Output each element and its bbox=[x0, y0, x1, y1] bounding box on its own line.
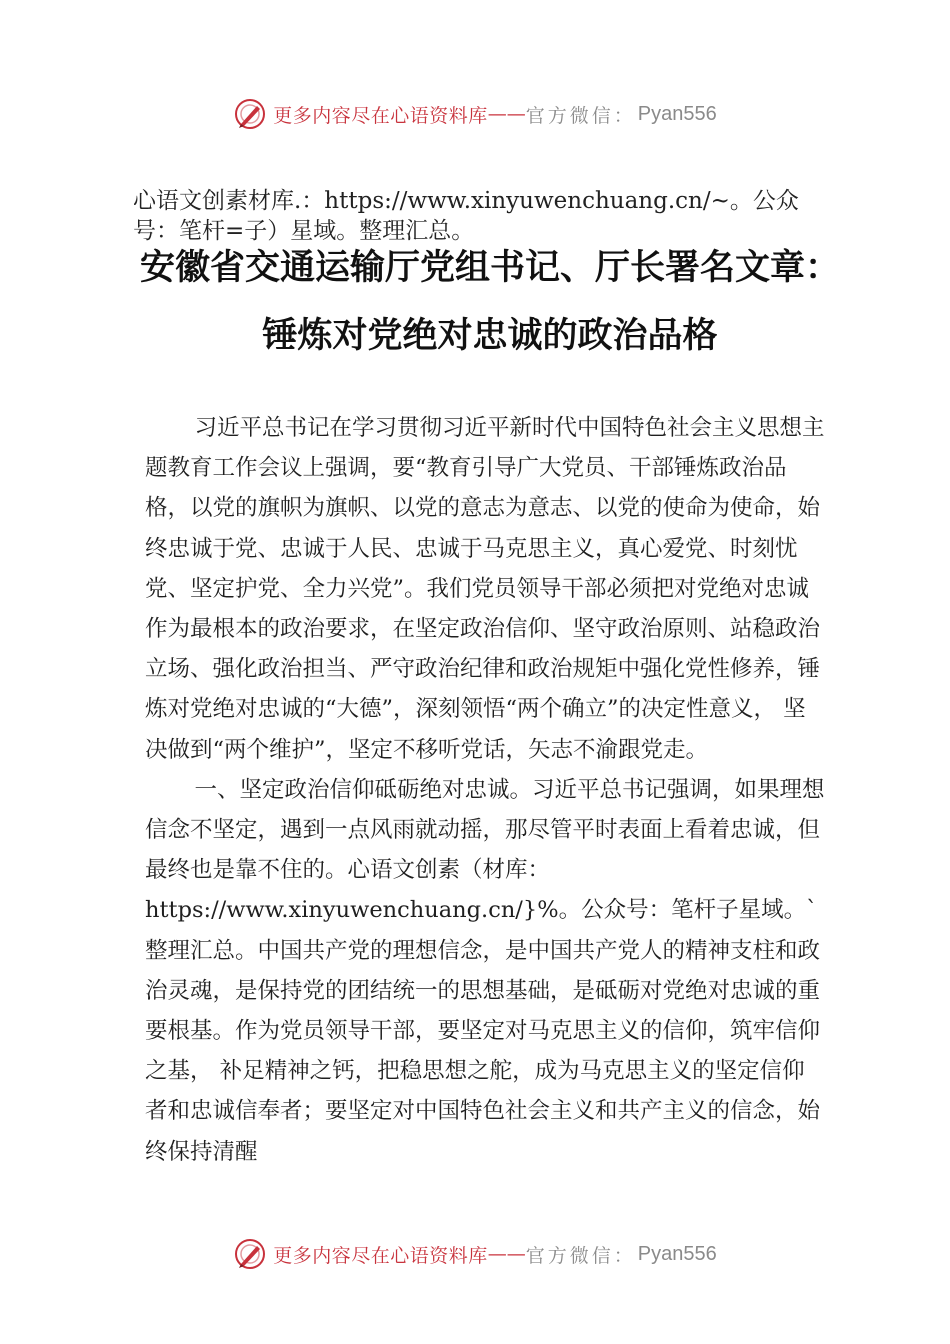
banner-separator: —— bbox=[487, 1243, 526, 1265]
banner-text: 更多内容尽在心语资料库 bbox=[273, 104, 488, 127]
banner-wechat-label: 官方微信： bbox=[525, 104, 636, 127]
pen-circle-logo-icon bbox=[233, 1237, 267, 1271]
header-banner bbox=[0, 94, 950, 134]
article-body bbox=[145, 408, 825, 1172]
paragraph: 一、坚定政治信仰砥砺绝对忠诚。习近平总书记强调，如果理想信念不坚定，遇到一点风雨就动摇，那尽管平时表面上看着忠诚，但最终也是靠不住的。心语文创素（材库：https://www.xinyuwenchuang.cn/}%。公众号：笔杆子星域。`整理汇总。中国共产党的理想信念，是中国共产党人的精神支柱和政治灵魂，是保持党的团结统一的思想基础，是砥砺对党绝对忠诚的重要根基。作为党员领导干部，要坚定对马克思主义的信仰，筑牢信仰之基， 补足精神之钙，把稳思想之舵，成为马克思主义的坚定信仰者和忠诚信奉者；要坚定对中国特色社会主义和共产主义的信念，始终保持清醒 bbox=[145, 776, 825, 1165]
source-note: 心语文创素材库.：https://www.xinyuwenchuang.cn/~。公众号：笔杆=子）星域。整理汇总。 bbox=[133, 188, 799, 244]
banner-separator: —— bbox=[487, 103, 526, 125]
banner-wechat-label: 官方微信： bbox=[525, 1244, 636, 1267]
paragraph: 习近平总书记在学习贯彻习近平新时代中国特色社会主义思想主题教育工作会议上强调，要“教育引导广大党员、干部锤炼政治品格，以党的旗帜为旗帜、以党的意志为意志、以党的使命为使命，始终忠诚于党、忠诚于人民、忠诚于马克思主义，真心爱党、时刻忧党、坚定护党、全力兴党”。我们党员领导干部必须把对党绝对忠诚作为最根本的政治要求，在坚定政治信仰、坚守政治原则、站稳政治立场、强化政治担当、严守政治纪律和政治规矩中强化党性修养，锤炼对党绝对忠诚的“大德”，深刻领悟“两个确立”的决定性意义， 坚决做到“两个维护”，坚定不移听党话，矢志不渝跟党走。 bbox=[145, 415, 825, 763]
banner-wechat-id: Pyan556 bbox=[637, 1242, 717, 1265]
banner-wechat-id: Pyan556 bbox=[637, 102, 717, 125]
banner-text: 更多内容尽在心语资料库 bbox=[273, 1244, 488, 1267]
article-title: 安徽省交通运输厅党组书记、厅长署名文章：锤炼对党绝对忠诚的政治品格 bbox=[140, 247, 841, 356]
pen-circle-logo-icon bbox=[233, 97, 267, 131]
footer-banner bbox=[0, 1234, 950, 1274]
